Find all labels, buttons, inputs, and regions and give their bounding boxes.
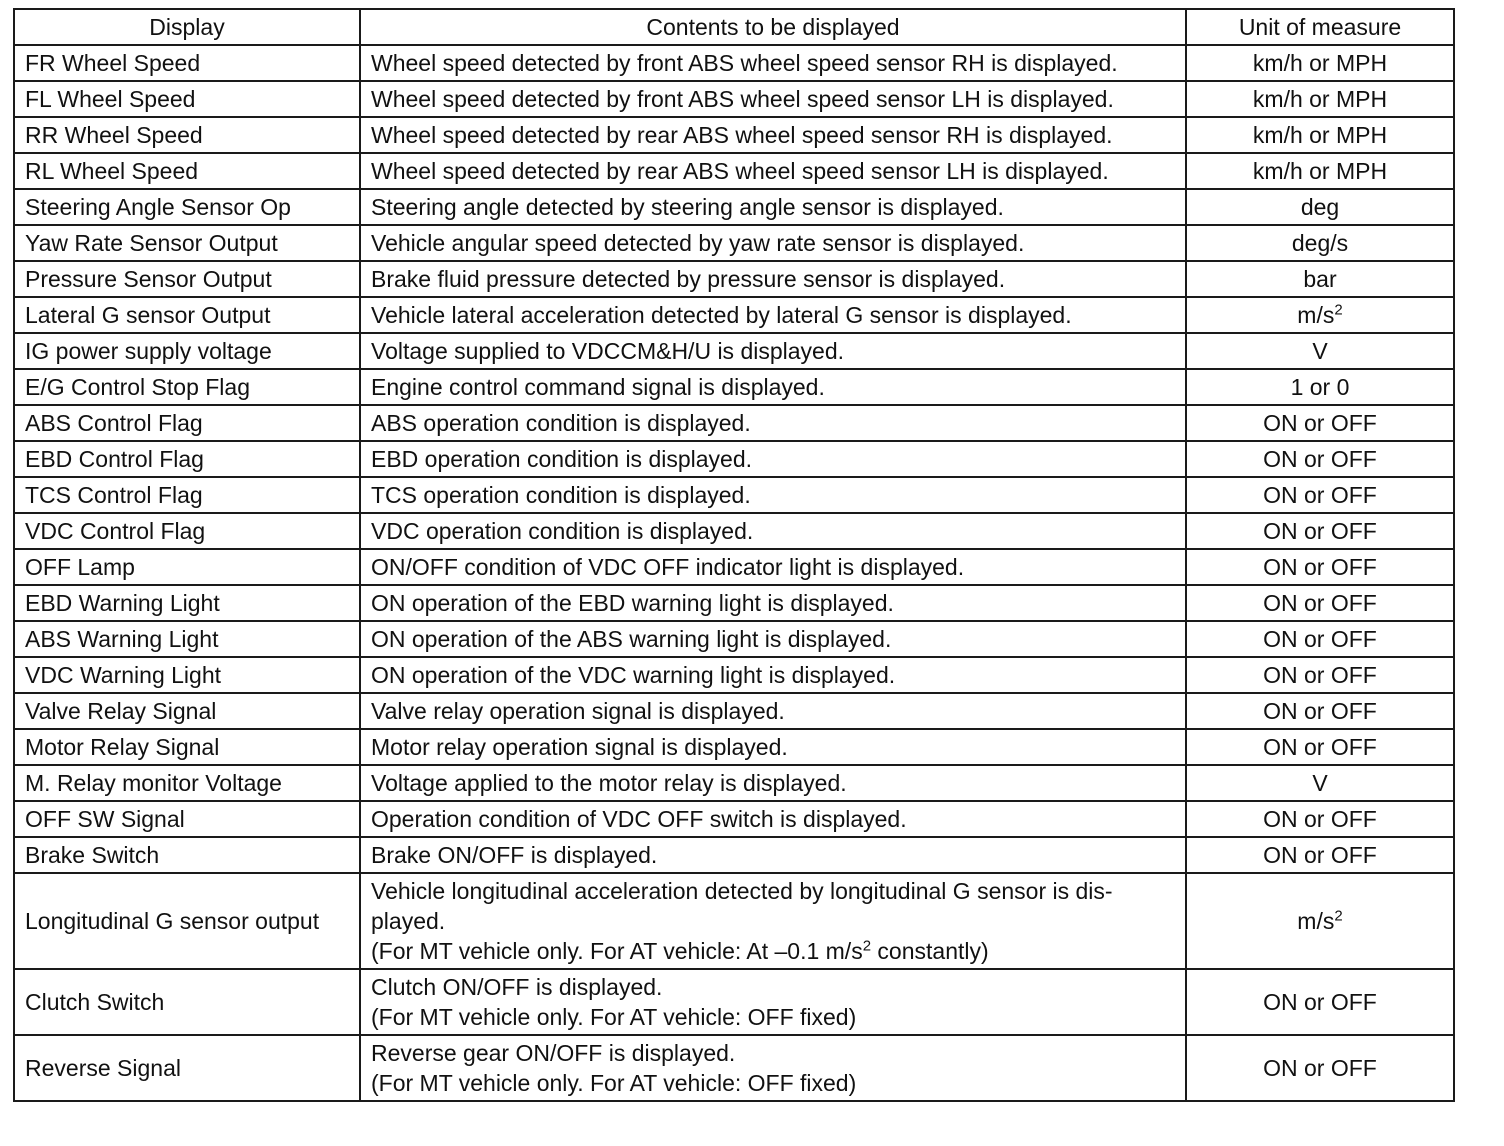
cell-unit: V — [1186, 765, 1454, 801]
cell-unit — [1186, 297, 1454, 333]
cell-contents: Operation condition of VDC OFF switch is displayed. — [360, 801, 1186, 837]
cell-unit: km/h or MPH — [1186, 81, 1454, 117]
cell-contents: Motor relay operation signal is displayed. — [360, 729, 1186, 765]
cell-contents: VDC operation condition is displayed. — [360, 513, 1186, 549]
cell-contents: ABS operation condition is displayed. — [360, 405, 1186, 441]
cell-unit: 1 or 0 — [1186, 369, 1454, 405]
cell-display: Longitudinal G sensor output — [14, 873, 360, 969]
contents-line-2: played. — [371, 908, 446, 934]
table-header-row — [14, 9, 1454, 45]
cell-display: Clutch Switch — [14, 969, 360, 1035]
cell-contents — [360, 1035, 1186, 1101]
cell-display: E/G Control Stop Flag — [14, 369, 360, 405]
cell-contents: Wheel speed detected by rear ABS wheel speed sensor LH is displayed. — [360, 153, 1186, 189]
cell-display: VDC Warning Light — [14, 657, 360, 693]
cell-unit: ON or OFF — [1186, 441, 1454, 477]
table-row — [14, 549, 1454, 585]
unit-text: m/s — [1297, 908, 1335, 934]
cell-unit: ON or OFF — [1186, 513, 1454, 549]
table-row — [14, 729, 1454, 765]
cell-unit: bar — [1186, 261, 1454, 297]
cell-display: Motor Relay Signal — [14, 729, 360, 765]
contents-line-3 — [371, 936, 1175, 966]
cell-display: EBD Warning Light — [14, 585, 360, 621]
cell-unit: ON or OFF — [1186, 549, 1454, 585]
superscript: 2 — [1334, 301, 1343, 319]
table-row — [14, 369, 1454, 405]
cell-display: ABS Control Flag — [14, 405, 360, 441]
cell-display: Yaw Rate Sensor Output — [14, 225, 360, 261]
cell-contents: EBD operation condition is displayed. — [360, 441, 1186, 477]
cell-display: IG power supply voltage — [14, 333, 360, 369]
table-row — [14, 225, 1454, 261]
header-unit: Unit of measure — [1186, 9, 1454, 45]
header-display: Display — [14, 9, 360, 45]
table-row — [14, 261, 1454, 297]
table-row — [14, 621, 1454, 657]
cell-contents: Brake fluid pressure detected by pressure sensor is displayed. — [360, 261, 1186, 297]
table-row — [14, 333, 1454, 369]
cell-display: FR Wheel Speed — [14, 45, 360, 81]
cell-display: M. Relay monitor Voltage — [14, 765, 360, 801]
contents-line-2: (For MT vehicle only. For AT vehicle: OFF fixed) — [371, 1004, 857, 1030]
cell-display: OFF SW Signal — [14, 801, 360, 837]
cell-display: Brake Switch — [14, 837, 360, 873]
table-row — [14, 81, 1454, 117]
table-row — [14, 441, 1454, 477]
table-row — [14, 405, 1454, 441]
cell-display: Lateral G sensor Output — [14, 297, 360, 333]
cell-unit: km/h or MPH — [1186, 117, 1454, 153]
table-row — [14, 189, 1454, 225]
superscript: 2 — [1334, 907, 1343, 925]
table-row — [14, 837, 1454, 873]
cell-unit: ON or OFF — [1186, 801, 1454, 837]
cell-unit: ON or OFF — [1186, 477, 1454, 513]
cell-unit: deg — [1186, 189, 1454, 225]
cell-unit: ON or OFF — [1186, 657, 1454, 693]
table-row-longitudinal — [14, 873, 1454, 969]
cell-unit: ON or OFF — [1186, 585, 1454, 621]
cell-display: OFF Lamp — [14, 549, 360, 585]
table-row — [14, 801, 1454, 837]
cell-contents: Wheel speed detected by rear ABS wheel speed sensor RH is displayed. — [360, 117, 1186, 153]
cell-unit: V — [1186, 333, 1454, 369]
cell-unit: ON or OFF — [1186, 621, 1454, 657]
cell-contents: Valve relay operation signal is displayed. — [360, 693, 1186, 729]
table-row-clutch — [14, 969, 1454, 1035]
table-row — [14, 513, 1454, 549]
cell-display: Valve Relay Signal — [14, 693, 360, 729]
cell-unit: ON or OFF — [1186, 693, 1454, 729]
cell-unit: ON or OFF — [1186, 1035, 1454, 1101]
table-row — [14, 297, 1454, 333]
superscript: 2 — [862, 937, 872, 955]
cell-display: RR Wheel Speed — [14, 117, 360, 153]
cell-display: Steering Angle Sensor Op — [14, 189, 360, 225]
cell-unit: km/h or MPH — [1186, 153, 1454, 189]
cell-contents: Voltage supplied to VDCCM&H/U is displayed. — [360, 333, 1186, 369]
table-body — [14, 45, 1454, 1101]
cell-contents: ON/OFF condition of VDC OFF indicator light is displayed. — [360, 549, 1186, 585]
contents-line-1: Vehicle longitudinal acceleration detected by longitudinal G sensor is dis- — [371, 878, 1113, 904]
table-row-reverse — [14, 1035, 1454, 1101]
cell-display: Reverse Signal — [14, 1035, 360, 1101]
cell-display: TCS Control Flag — [14, 477, 360, 513]
cell-contents: Wheel speed detected by front ABS wheel speed sensor RH is displayed. — [360, 45, 1186, 81]
cell-contents — [360, 969, 1186, 1035]
table-row — [14, 117, 1454, 153]
cell-contents: Engine control command signal is displayed. — [360, 369, 1186, 405]
cell-contents: Voltage applied to the motor relay is displayed. — [360, 765, 1186, 801]
table-row — [14, 45, 1454, 81]
cell-display: Pressure Sensor Output — [14, 261, 360, 297]
cell-display: RL Wheel Speed — [14, 153, 360, 189]
cell-contents: TCS operation condition is displayed. — [360, 477, 1186, 513]
cell-unit: ON or OFF — [1186, 729, 1454, 765]
contents-line-1: Reverse gear ON/OFF is displayed. — [371, 1040, 736, 1066]
cell-contents: Vehicle lateral acceleration detected by lateral G sensor is displayed. — [360, 297, 1186, 333]
table-row — [14, 693, 1454, 729]
cell-unit: ON or OFF — [1186, 837, 1454, 873]
table-row — [14, 765, 1454, 801]
cell-unit: deg/s — [1186, 225, 1454, 261]
cell-display: EBD Control Flag — [14, 441, 360, 477]
cell-contents — [360, 873, 1186, 969]
cell-contents: Vehicle angular speed detected by yaw rate sensor is displayed. — [360, 225, 1186, 261]
cell-unit: ON or OFF — [1186, 969, 1454, 1035]
cell-contents: Wheel speed detected by front ABS wheel speed sensor LH is displayed. — [360, 81, 1186, 117]
table-row — [14, 153, 1454, 189]
cell-display: VDC Control Flag — [14, 513, 360, 549]
cell-unit: km/h or MPH — [1186, 45, 1454, 81]
contents-line-2: (For MT vehicle only. For AT vehicle: OFF fixed) — [371, 1070, 857, 1096]
table-row — [14, 585, 1454, 621]
cell-display: FL Wheel Speed — [14, 81, 360, 117]
contents-line-1: Clutch ON/OFF is displayed. — [371, 974, 663, 1000]
cell-contents: Brake ON/OFF is displayed. — [360, 837, 1186, 873]
cell-contents: ON operation of the ABS warning light is displayed. — [360, 621, 1186, 657]
cell-unit — [1186, 873, 1454, 969]
cell-contents: Steering angle detected by steering angle sensor is displayed. — [360, 189, 1186, 225]
header-contents: Contents to be displayed — [360, 9, 1186, 45]
contents-line-3-text: (For MT vehicle only. For AT vehicle: At –0.1 m/s — [371, 938, 863, 964]
cell-unit: ON or OFF — [1186, 405, 1454, 441]
data-monitor-table — [13, 8, 1455, 1102]
cell-contents: ON operation of the EBD warning light is displayed. — [360, 585, 1186, 621]
cell-display: ABS Warning Light — [14, 621, 360, 657]
cell-contents: ON operation of the VDC warning light is displayed. — [360, 657, 1186, 693]
contents-line-3-tail: constantly) — [871, 938, 989, 964]
table-row — [14, 657, 1454, 693]
table-row — [14, 477, 1454, 513]
unit-text: m/s — [1297, 302, 1335, 328]
